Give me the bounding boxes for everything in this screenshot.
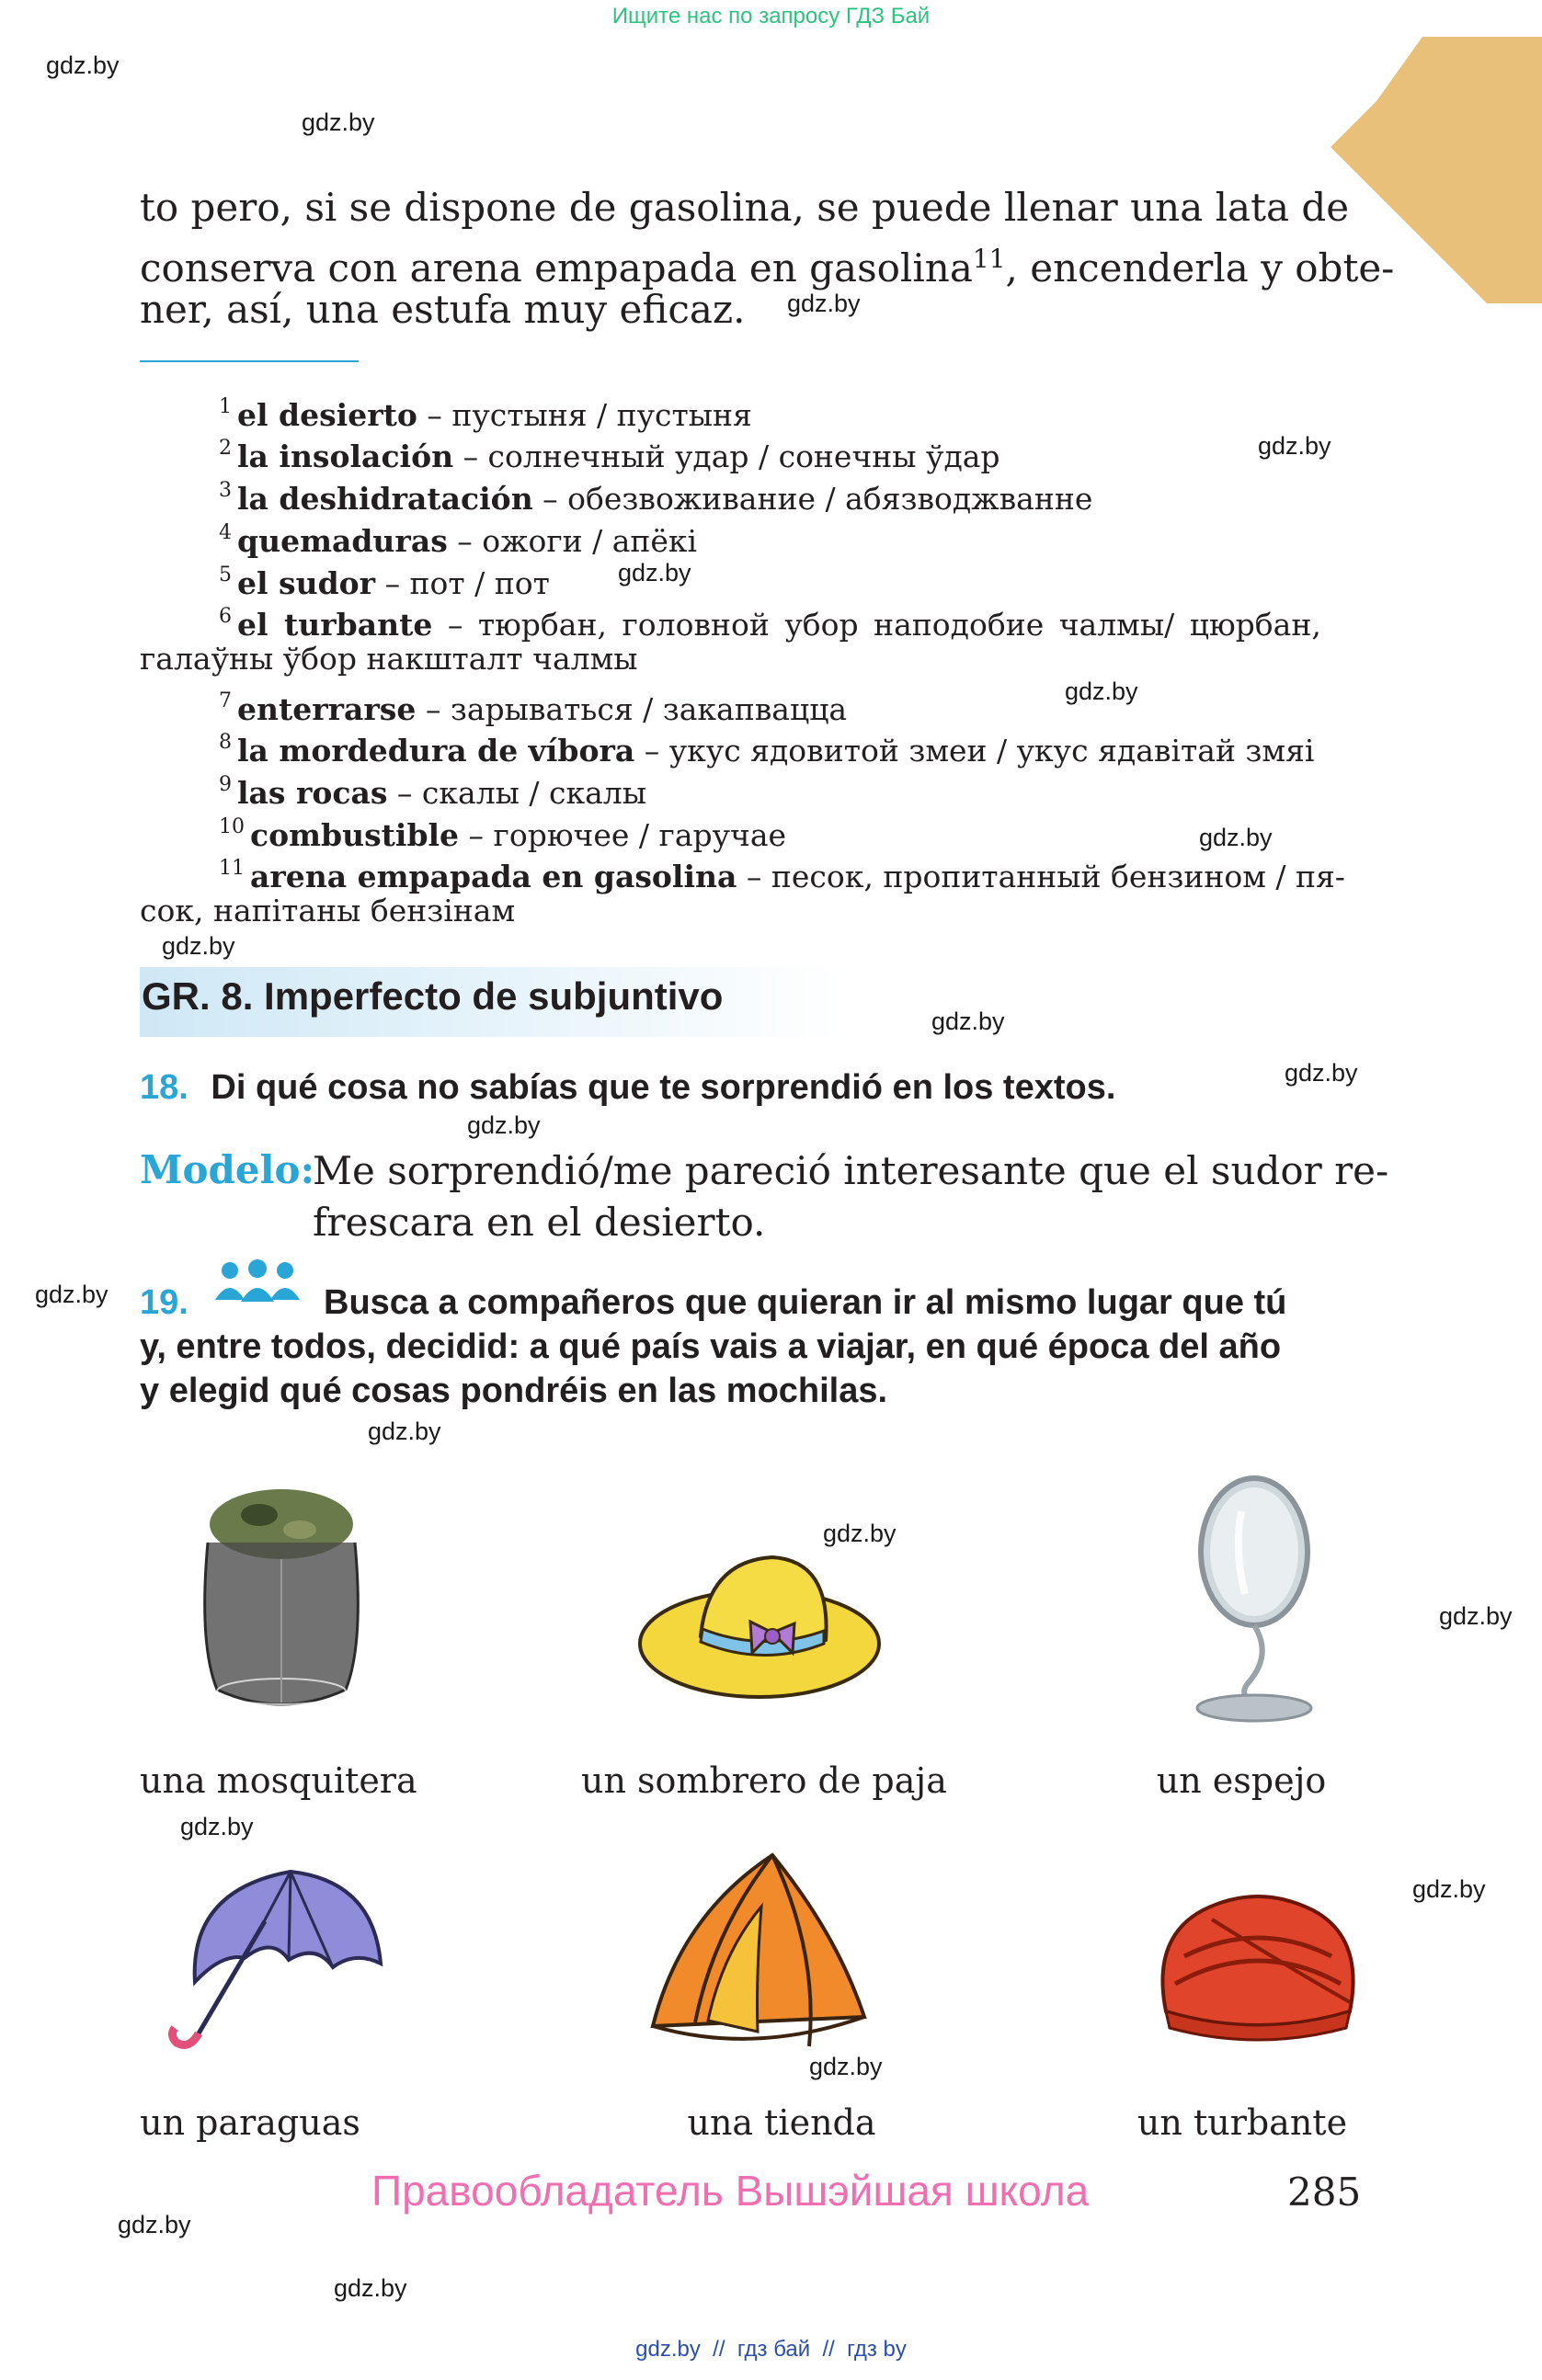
item-caption: un paraguas xyxy=(140,2102,360,2143)
watermark: gdz.by xyxy=(1439,1602,1513,1630)
footnote-term: las rocas xyxy=(237,775,388,811)
modelo-label: Modelo: xyxy=(140,1147,315,1192)
footnote-translation: – укус ядовитой змеи / укус ядавітай змяі xyxy=(634,733,1315,769)
page-number: 285 xyxy=(1287,2169,1362,2215)
footnote-term: quemaduras xyxy=(237,523,448,559)
top-banner[interactable]: Ищите нас по запросу ГДЗ Бай xyxy=(611,4,931,28)
item-caption: un turbante xyxy=(1137,2102,1348,2143)
group-work-icon xyxy=(210,1258,305,1309)
watermark: gdz.by xyxy=(1412,1875,1486,1903)
item-caption: un espejo xyxy=(1156,1760,1327,1801)
body-text-fragment: conserva con arena empapada en gasolina xyxy=(140,245,973,290)
footnote-number: 3 xyxy=(219,479,232,502)
watermark: gdz.by xyxy=(46,51,120,79)
watermark: gdz.by xyxy=(787,290,861,317)
footnote-number: 10 xyxy=(219,815,245,838)
watermark: gdz.by xyxy=(368,1418,441,1445)
umbrella-illustration xyxy=(162,1853,392,2067)
footnote-translation: – пустыня / пустыня xyxy=(417,397,752,433)
task-19-line: y elegid qué cosas pondréis en las mochilas. xyxy=(140,1372,888,1410)
footnote-translation: – солнечный удар / сонечны ўдар xyxy=(453,438,1000,474)
watermark: gdz.by xyxy=(1065,678,1138,705)
watermark: gdz.by xyxy=(118,2211,191,2238)
footnote-term: el desierto xyxy=(237,397,417,433)
task-text: Di qué cosa no sabías que te sorprendió en los textos. xyxy=(211,1068,1116,1107)
footnote-continuation: галаўны ўбор накшталт чалмы xyxy=(140,641,638,677)
footnote-number: 9 xyxy=(219,773,232,796)
watermark: gdz.by xyxy=(809,2053,883,2080)
section-heading: GR. 8. Imperfecto de subjuntivo xyxy=(142,974,724,1018)
footnote-term: la mordedura de víbora xyxy=(237,733,635,769)
footnote-translation: – горючее / гаручае xyxy=(459,817,787,853)
body-text-line: to pero, si se dispone de gasolina, se puede llenar una lata de xyxy=(140,185,1350,230)
body-text-line: ner, así, una estufa muy eficaz. xyxy=(140,287,746,332)
footnote-separator xyxy=(140,360,359,362)
footnote-translation: – скалы / скалы xyxy=(387,775,647,811)
task-19-line: y, entre todos, decidid: a qué país vais a viajar, en qué época del año xyxy=(140,1327,1282,1366)
item-caption: una tienda xyxy=(687,2102,876,2143)
watermark: gdz.by xyxy=(302,108,375,136)
watermark: gdz.by xyxy=(1258,432,1331,460)
body-text-fragment: , encenderla y obte- xyxy=(1005,245,1395,290)
footnote-term: arena empapada en gasolina xyxy=(250,859,737,894)
footnote-term: la insolación xyxy=(237,438,454,474)
watermark: gdz.by xyxy=(467,1111,541,1139)
footnote-translation: – тюрбан, головной убор наподобие чалмы/ цюрбан, xyxy=(432,607,1321,643)
footnote-translation: – ожоги / апёкі xyxy=(447,523,698,559)
footnote-number: 4 xyxy=(219,521,232,544)
footnote-term: combustible xyxy=(250,817,460,853)
watermark: gdz.by xyxy=(180,1813,254,1840)
footnote-ref: 11 xyxy=(972,244,1006,274)
footnote-number: 11 xyxy=(219,857,245,880)
task-18 xyxy=(140,1068,1115,1108)
footnote-translation: – пот / пот xyxy=(375,565,550,601)
footnote-number: 2 xyxy=(219,437,232,460)
mirror-illustration xyxy=(1181,1475,1328,1730)
tent-illustration xyxy=(634,1842,877,2063)
footnote-term: el sudor xyxy=(237,565,376,601)
copyright-notice: Правообладатель Вышэйшая школа xyxy=(371,2167,1090,2215)
footnote-number: 7 xyxy=(219,689,232,712)
footnote-term: la deshidratación xyxy=(237,481,533,517)
modelo-text-line: Me sorprendió/me pareció interesante que el sudor re- xyxy=(313,1148,1389,1193)
mosquito-net-hat-illustration xyxy=(180,1478,381,1726)
watermark: gdz.by xyxy=(1199,824,1273,851)
footnote-translation: – обезвоживание / абязводжванне xyxy=(532,481,1093,517)
straw-hat-illustration xyxy=(634,1544,885,1706)
bottom-links[interactable]: gdz.by // гдз бай // гдз by xyxy=(635,2337,907,2362)
task-number: 18. xyxy=(140,1068,188,1107)
item-caption: una mosquitera xyxy=(140,1760,417,1801)
watermark: gdz.by xyxy=(334,2274,407,2302)
task-number: 19. xyxy=(140,1283,188,1322)
footnote-continuation: сок, напітаны бензінам xyxy=(140,893,516,928)
watermark: gdz.by xyxy=(618,559,691,586)
item-caption: un sombrero de paja xyxy=(581,1760,947,1801)
watermark: gdz.by xyxy=(1285,1059,1358,1087)
task-19-line: Busca a compañeros que quieran ir al mismo lugar que tú xyxy=(324,1283,1287,1322)
footnote-number: 1 xyxy=(219,395,232,418)
footnote-term: enterrarse xyxy=(237,691,417,727)
footnote-number: 5 xyxy=(219,564,232,586)
footnote-translation: – зарываться / закапвацца xyxy=(416,691,848,727)
watermark: gdz.by xyxy=(35,1281,109,1308)
watermark: gdz.by xyxy=(931,1008,1005,1035)
footnote-translation: – песок, пропитанный бензином / пя- xyxy=(737,859,1345,894)
modelo-text-line: frescara en el desierto. xyxy=(313,1200,766,1245)
watermark: gdz.by xyxy=(162,932,235,960)
footnote-term: el turbante xyxy=(237,607,433,643)
watermark: gdz.by xyxy=(823,1520,897,1547)
turban-illustration xyxy=(1148,1883,1368,2048)
footnote-number: 6 xyxy=(219,605,232,628)
footnote-number: 8 xyxy=(219,731,232,754)
